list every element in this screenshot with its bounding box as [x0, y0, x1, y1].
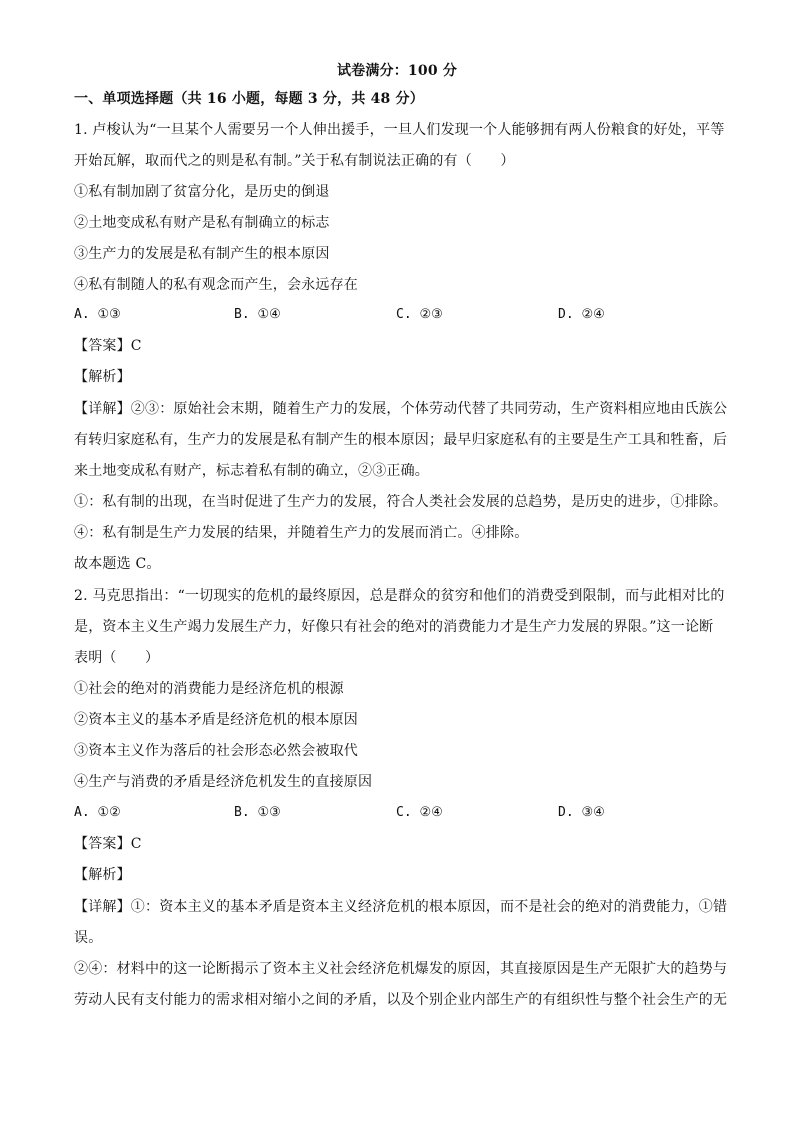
q2-answer: 【答案】C	[74, 836, 142, 852]
q2-stem-line-1: 2. 马克思指出：“一切现实的危机的最终原因，总是群众的贫穷和他们的消费受到限制，而与此相对比的	[74, 588, 725, 604]
q1-detail-line-5: ④：私有制是生产力发展的结果，并随着生产力的发展而消亡。④排除。	[74, 525, 529, 541]
q2-option-d: D. ③④	[558, 805, 605, 820]
q1-analysis-label: 【解析】	[74, 369, 131, 385]
q2-detail-line-3: ②④：材料中的这一论断揭示了资本主义社会经济危机爆发的原因，其直接原因是生产无限扩大的趋势与	[74, 961, 728, 977]
q1-option-d: D. ②④	[558, 307, 605, 322]
q1-stem-line-1: 1. 卢梭认为“一旦某个人需要另一个人伸出援手，一旦人们发现一个人能够拥有两人份粮食的好处，平等	[74, 122, 725, 138]
q1-option-a: A. ①③	[74, 307, 121, 322]
q2-option-b: B. ①③	[234, 805, 281, 820]
q2-detail-line-1: 【详解】①：资本主义的基本矛盾是资本主义经济危机的根本原因，而不是社会的绝对的消费能力，①错	[74, 899, 728, 915]
q1-item-2: ②土地变成私有财产是私有制确立的标志	[74, 215, 330, 231]
q2-stem-line-3: 表明（ ）	[74, 650, 160, 666]
q1-detail-line-6: 故本题选 C。	[74, 556, 161, 572]
q2-detail-line-4: 劳动人民有支付能力的需求相对缩小之间的矛盾，以及个别企业内部生产的有组织性与整个社会生产的无	[74, 992, 728, 1008]
q1-detail-line-4: ①：私有制的出现，在当时促进了生产力的发展，符合人类社会发展的总趋势，是历史的进步，①排除。	[74, 494, 728, 510]
q2-stem-line-2: 是，资本主义生产竭力发展生产力，好像只有社会的绝对的消费能力才是生产力发展的界限。”这一论断	[74, 619, 714, 635]
q1-detail-line-2: 有转归家庭私有，生产力的发展是私有制产生的根本原因；最早归家庭私有的主要是生产工具和牲畜，后	[74, 432, 728, 448]
q2-option-a: A. ①②	[74, 805, 121, 820]
q1-detail-line-1: 【详解】②③：原始社会末期，随着生产力的发展，个体劳动代替了共同劳动，生产资料相应地由氏族公	[74, 401, 728, 417]
q1-option-c: C. ②③	[396, 307, 443, 322]
q2-item-4: ④生产与消费的矛盾是经济危机发生的直接原因	[74, 774, 373, 790]
q2-item-1: ①社会的绝对的消费能力是经济危机的根源	[74, 681, 344, 697]
page-title: 试卷满分：100 分	[336, 63, 458, 79]
q1-option-b: B. ①④	[234, 307, 281, 322]
q1-item-1: ①私有制加剧了贫富分化，是历史的倒退	[74, 184, 330, 200]
q2-detail-line-2: 误。	[74, 930, 103, 946]
q2-analysis-label: 【解析】	[74, 867, 131, 883]
section-heading: 一、单项选择题（共 16 小题，每题 3 分，共 48 分）	[74, 91, 424, 107]
q1-detail-line-3: 来土地变成私有财产，标志着私有制的确立，②③正确。	[74, 463, 429, 479]
q1-stem-line-2: 开始瓦解，取而代之的则是私有制。”关于私有制说法正确的有（ ）	[74, 153, 515, 169]
q2-item-2: ②资本主义的基本矛盾是经济危机的根本原因	[74, 712, 358, 728]
q2-item-3: ③资本主义作为落后的社会形态必然会被取代	[74, 743, 358, 759]
q1-item-4: ④私有制随人的私有观念而产生，会永远存在	[74, 277, 358, 293]
q2-option-c: C. ②④	[396, 805, 443, 820]
q1-answer: 【答案】C	[74, 338, 142, 354]
q1-item-3: ③生产力的发展是私有制产生的根本原因	[74, 246, 330, 262]
